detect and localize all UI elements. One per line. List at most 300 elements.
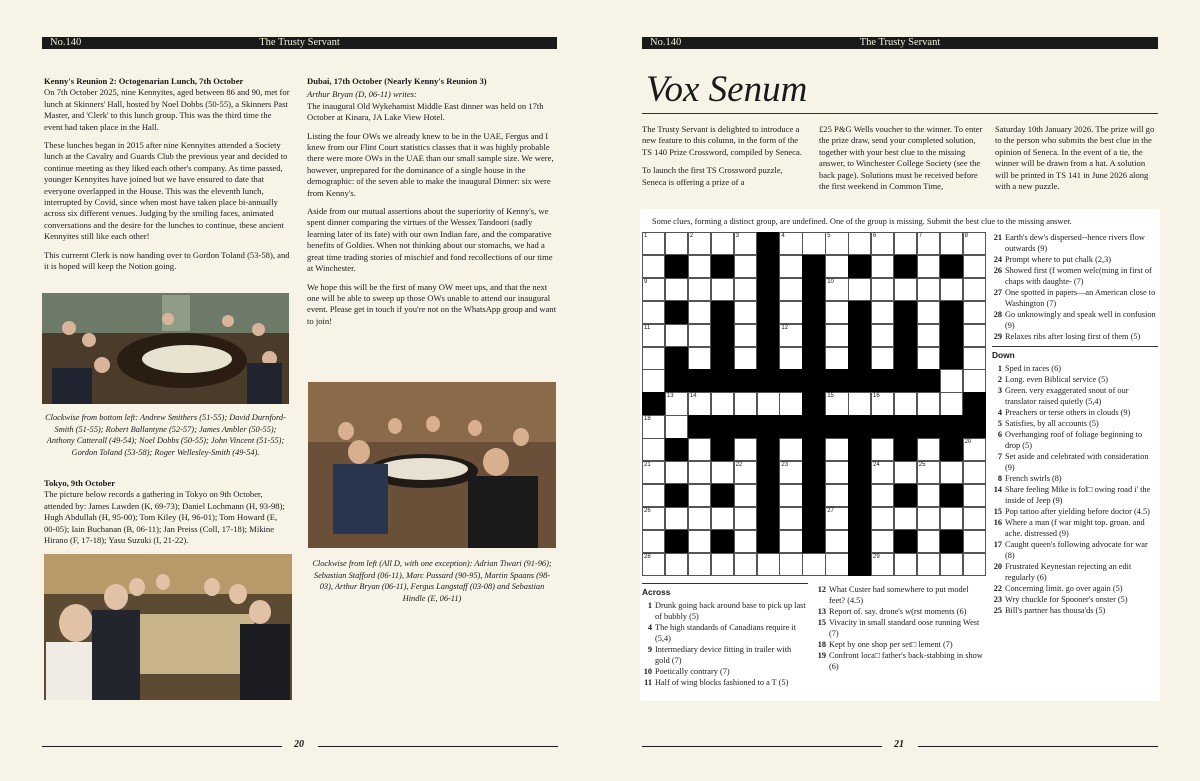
grid-cell[interactable] [802, 232, 825, 255]
grid-cell[interactable] [665, 553, 688, 576]
grid-cell[interactable] [688, 530, 711, 553]
grid-cell[interactable] [963, 553, 986, 576]
grid-black-square [711, 369, 734, 392]
clue-number: 27 [993, 288, 1002, 297]
across-clues-col3 [992, 232, 1158, 616]
grid-number: 5 [827, 233, 831, 239]
grid-cell[interactable] [642, 530, 665, 553]
grid-number: 7 [918, 233, 923, 239]
grid-cell[interactable] [871, 232, 894, 255]
grid-cell[interactable] [779, 484, 802, 507]
grid-number: 23 [781, 462, 789, 468]
grid-black-square [940, 530, 963, 553]
grid-cell[interactable] [642, 301, 665, 324]
grid-cell[interactable] [871, 530, 894, 553]
across-clues-col1 [642, 585, 807, 688]
grid-cell[interactable] [894, 232, 917, 255]
dubai-paragraph: Listing the four OWs we already knew to be in the UAE, Fergus and I knew from our Flint Court statistics classes that it was highly probable there were more OWs in the UAE than our small sample size. We were, however, unprepared for the dominance of a single house in the demographic: of the seven able to make the inaugural Dinner: six were from Kenny's. [307, 130, 554, 198]
clue-text: Confront loca□ father's back-stabbing in show (6) [829, 651, 983, 671]
clue-text: Caught queen's following advocate for war (8) [1005, 540, 1148, 560]
grid-cell[interactable] [734, 530, 757, 553]
right-issue-number: No.140 [650, 37, 682, 48]
kenny-photo-caption: Clockwise from bottom left: Andrew Smithers (51-55); David Durnford-Smith (51-55); Robert Ballantyne (52-57); James Ambler (50-55); Anthony Catterall (49-54); Noel Dobbs (50-55); John Vincent (51-55); Gordon Toland (53-58); Roger Wellesley-Smith (49-54). [45, 413, 286, 457]
grid-cell[interactable] [917, 507, 940, 530]
clue-item [816, 606, 986, 617]
clue-item [992, 594, 1158, 605]
grid-number: 27 [827, 507, 834, 514]
left-masthead: The Trusty Servant [259, 37, 340, 48]
grid-cell[interactable] [825, 278, 848, 301]
grid-black-square [802, 484, 825, 507]
grid-cell[interactable] [711, 507, 734, 530]
intro-paragraph: To launch the first TS Crossword puzzle, Seneca is offering a prize of a [642, 165, 783, 187]
grid-black-square [757, 438, 780, 461]
clue-text: Intermediary device fitting in trailer with gold (7) [655, 645, 792, 665]
grid-black-square [825, 415, 848, 438]
kenny-paragraph: These lunches began in 2015 after nine Kennyites attended a Society lunch at the Cavalry and Guards Club the previous year and decided to continue meeting as they liked each other's company. As time passed, younger Kennyites have joined but we have ensured to date that everyone overlapped in the House. This was the eleventh lunch, interrupted by Covid, since when most have taken place bi-annually across six different venues. Judging by the smiling faces, animated conversations and the desire for the lunches to continue, these ancient Kennyites still like each other! [44, 140, 288, 242]
grid-cell[interactable] [642, 553, 665, 576]
grid-cell[interactable] [711, 232, 734, 255]
grid-cell[interactable] [757, 392, 780, 415]
clue-item [992, 506, 1158, 517]
clue-text: Poetically contrary (7) [655, 667, 730, 676]
grid-cell[interactable] [734, 484, 757, 507]
grid-cell[interactable] [871, 324, 894, 347]
grid-cell[interactable] [688, 553, 711, 576]
grid-black-square [688, 415, 711, 438]
grid-black-square [894, 324, 917, 347]
grid-cell[interactable] [894, 461, 917, 484]
grid-black-square [757, 507, 780, 530]
clue-number: 28 [993, 310, 1002, 319]
grid-cell[interactable] [688, 392, 711, 415]
grid-black-square [802, 392, 825, 415]
grid-cell[interactable] [688, 461, 711, 484]
grid-cell[interactable] [779, 461, 802, 484]
page-title: Vox Senum [646, 69, 808, 110]
grid-cell[interactable] [642, 415, 665, 438]
grid-cell[interactable] [825, 301, 848, 324]
clue-text: Bill's partner has thousa'ds (5) [1005, 606, 1106, 615]
grid-cell[interactable] [642, 232, 665, 255]
grid-cell[interactable] [917, 461, 940, 484]
grid-cell[interactable] [871, 255, 894, 278]
grid-cell[interactable] [734, 507, 757, 530]
clue-item [642, 600, 807, 622]
left-footer-rule [318, 746, 558, 747]
grid-cell[interactable] [825, 438, 848, 461]
grid-number: 2 [689, 233, 694, 239]
grid-cell[interactable] [917, 324, 940, 347]
clue-number: 15 [817, 618, 826, 627]
grid-black-square [894, 484, 917, 507]
right-page-number: 21 [894, 739, 904, 750]
grid-cell[interactable] [963, 461, 986, 484]
clue-item [816, 650, 986, 672]
grid-cell[interactable] [963, 347, 986, 370]
grid-black-square [940, 484, 963, 507]
intro-paragraph: £25 P&G Wells voucher to the winner. To enter the prize draw, send your completed solution, together with your best clue to the missing answer, to Winchester College Society (see the back page). Solutions must be received before the first weekend in Common Time, [819, 124, 983, 192]
grid-black-square [871, 415, 894, 438]
grid-black-square [802, 301, 825, 324]
grid-cell[interactable] [871, 438, 894, 461]
clue-item [992, 473, 1158, 484]
clue-number: 10 [643, 667, 652, 676]
grid-black-square [688, 369, 711, 392]
clue-text: Vivacity in small standard oose running West (7) [829, 618, 980, 638]
grid-cell[interactable] [894, 553, 917, 576]
grid-cell[interactable] [940, 392, 963, 415]
dubai-paragraph: The inaugural Old Wykehamist Middle East dinner was held on 17th October at Kinara, JA Lake View Hotel. [307, 100, 544, 123]
clue-number: 23 [993, 595, 1002, 604]
grid-black-square [848, 347, 871, 370]
grid-black-square [963, 392, 986, 415]
grid-cell[interactable] [963, 484, 986, 507]
grid-black-square [779, 415, 802, 438]
clue-item [642, 622, 807, 644]
grid-cell[interactable] [848, 278, 871, 301]
clue-text: Concerning limit. go over again (5) [1005, 584, 1123, 593]
grid-cell[interactable] [871, 278, 894, 301]
crossword-instruction: Some clues, forming a distinct group, are undefined. One of the group is missing. Submit the best clue to the missing answer. [652, 217, 1072, 226]
clue-text: Go unknowingly and speak well in confusion (9) [1005, 310, 1156, 330]
clue-item [992, 561, 1158, 583]
grid-black-square [734, 369, 757, 392]
grid-number: 20 [964, 439, 972, 446]
kenny-article [44, 76, 290, 280]
grid-cell[interactable] [779, 553, 802, 576]
grid-cell[interactable] [688, 507, 711, 530]
clue-item [992, 374, 1158, 385]
grid-black-square [757, 347, 780, 370]
grid-number: 1 [644, 233, 648, 239]
clue-text: Drunk going back around base to pick up last of bubbly (5) [655, 601, 806, 621]
grid-cell[interactable] [779, 530, 802, 553]
clue-number: 5 [997, 419, 1002, 428]
left-issue-number: No.140 [50, 37, 82, 48]
clue-text: Where a man (f war might top. groan. and ache. distressed (9) [1005, 518, 1145, 538]
grid-cell[interactable] [757, 553, 780, 576]
grid-cell[interactable] [734, 255, 757, 278]
grid-cell[interactable] [688, 484, 711, 507]
clue-text: Sped in races (6) [1005, 364, 1061, 373]
grid-cell[interactable] [688, 324, 711, 347]
grid-cell[interactable] [917, 255, 940, 278]
grid-black-square [917, 415, 940, 438]
grid-black-square [711, 415, 734, 438]
grid-cell[interactable] [963, 232, 986, 255]
grid-cell[interactable] [917, 553, 940, 576]
grid-black-square [757, 278, 780, 301]
grid-cell[interactable] [963, 255, 986, 278]
grid-cell[interactable] [688, 232, 711, 255]
grid-black-square [757, 461, 780, 484]
grid-cell[interactable] [688, 255, 711, 278]
grid-cell[interactable] [940, 507, 963, 530]
grid-black-square [711, 255, 734, 278]
grid-cell[interactable] [963, 507, 986, 530]
kenny-lunch-photo [42, 293, 289, 404]
right-masthead: The Trusty Servant [859, 37, 941, 48]
grid-cell[interactable] [779, 324, 802, 347]
grid-black-square [940, 255, 963, 278]
grid-number: 21 [644, 462, 651, 468]
clue-number: 24 [993, 255, 1002, 264]
grid-cell[interactable] [917, 438, 940, 461]
grid-cell[interactable] [642, 369, 665, 392]
grid-black-square [894, 301, 917, 324]
clue-item [816, 617, 986, 639]
clue-text: Green. very exaggerated snout of our translator raised quietly (5,4) [1005, 386, 1129, 406]
grid-cell[interactable] [711, 392, 734, 415]
grid-cell[interactable] [642, 347, 665, 370]
grid-cell[interactable] [779, 392, 802, 415]
grid-black-square [917, 369, 940, 392]
clue-item [992, 265, 1158, 287]
grid-black-square [802, 347, 825, 370]
grid-number: 24 [873, 462, 880, 468]
grid-cell[interactable] [871, 392, 894, 415]
grid-black-square [848, 415, 871, 438]
grid-cell[interactable] [711, 461, 734, 484]
grid-cell[interactable] [665, 392, 688, 415]
dubai-paragraph: Aside from our mutual assertions about the superiority of Kenny's, we spent dinner comparing the virtues of the Wessex Tandoori (sadly learning later of its fate) with our own Indian fare, and the comparative benefits of Goldies. When not thinking about our stomachs, we had a great time trading stories of mischief and fond recollections of our time at Winchester. [307, 206, 553, 274]
clue-item [992, 484, 1158, 506]
grid-black-square [757, 255, 780, 278]
grid-cell[interactable] [825, 392, 848, 415]
grid-cell[interactable] [871, 484, 894, 507]
clue-item [992, 309, 1158, 331]
grid-cell[interactable] [871, 461, 894, 484]
grid-black-square [757, 415, 780, 438]
grid-cell[interactable] [963, 438, 986, 461]
grid-black-square [665, 255, 688, 278]
grid-cell[interactable] [825, 507, 848, 530]
grid-cell[interactable] [848, 232, 871, 255]
grid-cell[interactable] [963, 301, 986, 324]
grid-cell[interactable] [665, 232, 688, 255]
clue-item [992, 451, 1158, 473]
grid-black-square [894, 255, 917, 278]
clue-item [992, 583, 1158, 594]
clue-number: 21 [993, 233, 1002, 242]
grid-cell[interactable] [642, 255, 665, 278]
grid-cell[interactable] [963, 369, 986, 392]
grid-cell[interactable] [825, 461, 848, 484]
grid-black-square [848, 461, 871, 484]
grid-cell[interactable] [779, 438, 802, 461]
grid-cell[interactable] [894, 507, 917, 530]
grid-cell[interactable] [779, 301, 802, 324]
clue-item [992, 232, 1158, 254]
grid-cell[interactable] [963, 530, 986, 553]
grid-number: 29 [873, 553, 880, 560]
grid-black-square [940, 301, 963, 324]
clue-text: Satisfies, by all accounts (5) [1005, 419, 1099, 428]
clue-text: The high standards of Canadians require it (5,4) [655, 623, 797, 643]
grid-cell[interactable] [825, 530, 848, 553]
crossword-grid[interactable] [642, 232, 986, 575]
grid-cell[interactable] [734, 324, 757, 347]
down-rule [992, 346, 1158, 347]
grid-cell[interactable] [688, 278, 711, 301]
dubai-dinner-photo [308, 382, 556, 548]
grid-cell[interactable] [825, 255, 848, 278]
grid-cell[interactable] [940, 369, 963, 392]
clue-text: Wry chuckle for Spooner's onster (5) [1005, 595, 1128, 604]
grid-cell[interactable] [711, 278, 734, 301]
clue-item [992, 287, 1158, 309]
grid-cell[interactable] [917, 484, 940, 507]
grid-cell[interactable] [779, 347, 802, 370]
grid-black-square [802, 255, 825, 278]
grid-cell[interactable] [963, 324, 986, 347]
clue-number: 17 [993, 540, 1002, 549]
grid-black-square [802, 438, 825, 461]
grid-cell[interactable] [917, 347, 940, 370]
grid-number: 26 [644, 507, 651, 514]
dubai-article [307, 76, 557, 334]
grid-cell[interactable] [779, 278, 802, 301]
grid-cell[interactable] [734, 553, 757, 576]
grid-cell[interactable] [940, 461, 963, 484]
grid-cell[interactable] [802, 553, 825, 576]
grid-cell[interactable] [940, 232, 963, 255]
grid-cell[interactable] [642, 484, 665, 507]
kenny-paragraph: On 7th October 2025, nine Kennyites, aged between 86 and 90, met for lunch at Skinners' Hall, hosted by Noel Dobbs (50-55), a Skinners Past Master, and 'Clerk' to this lunch group. This was the third time the event had taken place in the Hall. [44, 87, 290, 132]
grid-black-square [802, 369, 825, 392]
grid-cell[interactable] [871, 553, 894, 576]
grid-cell[interactable] [688, 347, 711, 370]
clue-text: Overhanging roof of foliage beginning to drop (5) [1005, 430, 1143, 450]
grid-number: 16 [873, 393, 880, 400]
grid-cell[interactable] [779, 255, 802, 278]
grid-cell[interactable] [917, 301, 940, 324]
clue-number: 1 [997, 364, 1002, 373]
clue-item [816, 584, 986, 606]
clue-number: 13 [817, 607, 826, 616]
grid-cell[interactable] [871, 301, 894, 324]
grid-cell[interactable] [734, 301, 757, 324]
clue-number: 7 [997, 452, 1002, 461]
grid-black-square [779, 369, 802, 392]
grid-black-square [802, 278, 825, 301]
clue-number: 12 [817, 585, 826, 594]
clue-number: 4 [997, 408, 1002, 417]
grid-cell[interactable] [642, 461, 665, 484]
grid-cell[interactable] [734, 278, 757, 301]
right-footer-rule [918, 746, 1158, 747]
clue-item [992, 605, 1158, 616]
kenny-paragraph: This currernt Clerk is now handing over to Gordon Toland (53-58), and it is hoped will keep the Notion going. [44, 249, 290, 272]
clue-number: 9 [647, 645, 652, 654]
grid-cell[interactable] [734, 232, 757, 255]
clue-number: 11 [644, 678, 652, 687]
grid-black-square [940, 324, 963, 347]
grid-number: 28 [644, 553, 651, 560]
tokyo-paragraph: The picture below records a gathering in Tokyo on 9th October, attended by: James Lawden (K, 69-73); Daniel Lochmann (H, 93-98); Hugh Abdullah (H, 95-00); Tom Kiley (H, 96-01); Tom Howard (E, 00-05); Iain Buchanan (B, 06-11); Jan Preiss (Coll, 17-18); Mikine Hirano (F, 17-18); Yasu Suzuki (I, 21-22). [44, 489, 285, 546]
intro-column-2 [819, 124, 984, 199]
across-clues-col2 [816, 584, 986, 672]
grid-cell[interactable] [894, 392, 917, 415]
grid-cell[interactable] [917, 232, 940, 255]
grid-cell[interactable] [825, 232, 848, 255]
clue-number: 20 [993, 562, 1002, 571]
grid-cell[interactable] [734, 347, 757, 370]
grid-cell[interactable] [940, 278, 963, 301]
grid-black-square [665, 369, 688, 392]
clue-number: 26 [993, 266, 1002, 275]
grid-black-square [757, 232, 780, 255]
grid-black-square [894, 369, 917, 392]
grid-black-square [711, 301, 734, 324]
grid-cell[interactable] [711, 553, 734, 576]
grid-number: 15 [827, 393, 834, 400]
clue-text: One spotted in papers—an American close to Washington (7) [1005, 288, 1156, 308]
grid-cell[interactable] [665, 278, 688, 301]
grid-number: 9 [644, 278, 648, 285]
grid-black-square [963, 415, 986, 438]
grid-cell[interactable] [665, 415, 688, 438]
grid-cell[interactable] [688, 301, 711, 324]
grid-cell[interactable] [688, 438, 711, 461]
grid-cell[interactable] [917, 530, 940, 553]
grid-cell[interactable] [779, 507, 802, 530]
grid-black-square [711, 347, 734, 370]
grid-cell[interactable] [779, 232, 802, 255]
grid-cell[interactable] [642, 438, 665, 461]
grid-black-square [802, 530, 825, 553]
clue-text: What Custer had somewhere to put model feet? (4.5) [829, 585, 969, 605]
dubai-heading: Dubai, 17th October (Nearly Kenny's Reunion 3) [307, 76, 487, 86]
grid-cell[interactable] [642, 278, 665, 301]
clue-number: 6 [997, 430, 1002, 439]
grid-cell[interactable] [734, 392, 757, 415]
grid-cell[interactable] [665, 507, 688, 530]
grid-cell[interactable] [871, 507, 894, 530]
clue-item [992, 331, 1158, 342]
right-header-bar [642, 37, 1158, 49]
grid-black-square [711, 324, 734, 347]
clue-item [992, 385, 1158, 407]
across-heading: Across [642, 587, 671, 597]
grid-cell[interactable] [825, 347, 848, 370]
tokyo-heading: Tokyo, 9th October [44, 478, 116, 488]
grid-cell[interactable] [825, 553, 848, 576]
grid-cell[interactable] [917, 278, 940, 301]
dubai-byline: Arthur Bryan (D, 06-11) writes: [307, 89, 417, 100]
grid-black-square [940, 438, 963, 461]
grid-cell[interactable] [642, 507, 665, 530]
grid-black-square [894, 347, 917, 370]
grid-cell[interactable] [734, 461, 757, 484]
grid-cell[interactable] [871, 347, 894, 370]
grid-cell[interactable] [665, 461, 688, 484]
grid-cell[interactable] [665, 324, 688, 347]
grid-cell[interactable] [642, 324, 665, 347]
grid-cell[interactable] [894, 278, 917, 301]
grid-cell[interactable] [963, 278, 986, 301]
clue-number: 25 [993, 606, 1002, 615]
grid-cell[interactable] [825, 324, 848, 347]
dubai-photo-caption: Clockwise from left (All D, with one exception): Adrian Tiwari (91-96); Sebastian Stafford (06-11), Marc Pussard (90-95), Martin Spaans (98-03), Arthur Bryan (06-11), Fergus Langstaff (03-08) and Sebastian Hindle (E, 06-11) [312, 559, 552, 603]
grid-black-square [642, 392, 665, 415]
grid-cell[interactable] [848, 392, 871, 415]
grid-cell[interactable] [940, 553, 963, 576]
grid-cell[interactable] [734, 438, 757, 461]
grid-cell[interactable] [825, 484, 848, 507]
grid-cell[interactable] [917, 392, 940, 415]
